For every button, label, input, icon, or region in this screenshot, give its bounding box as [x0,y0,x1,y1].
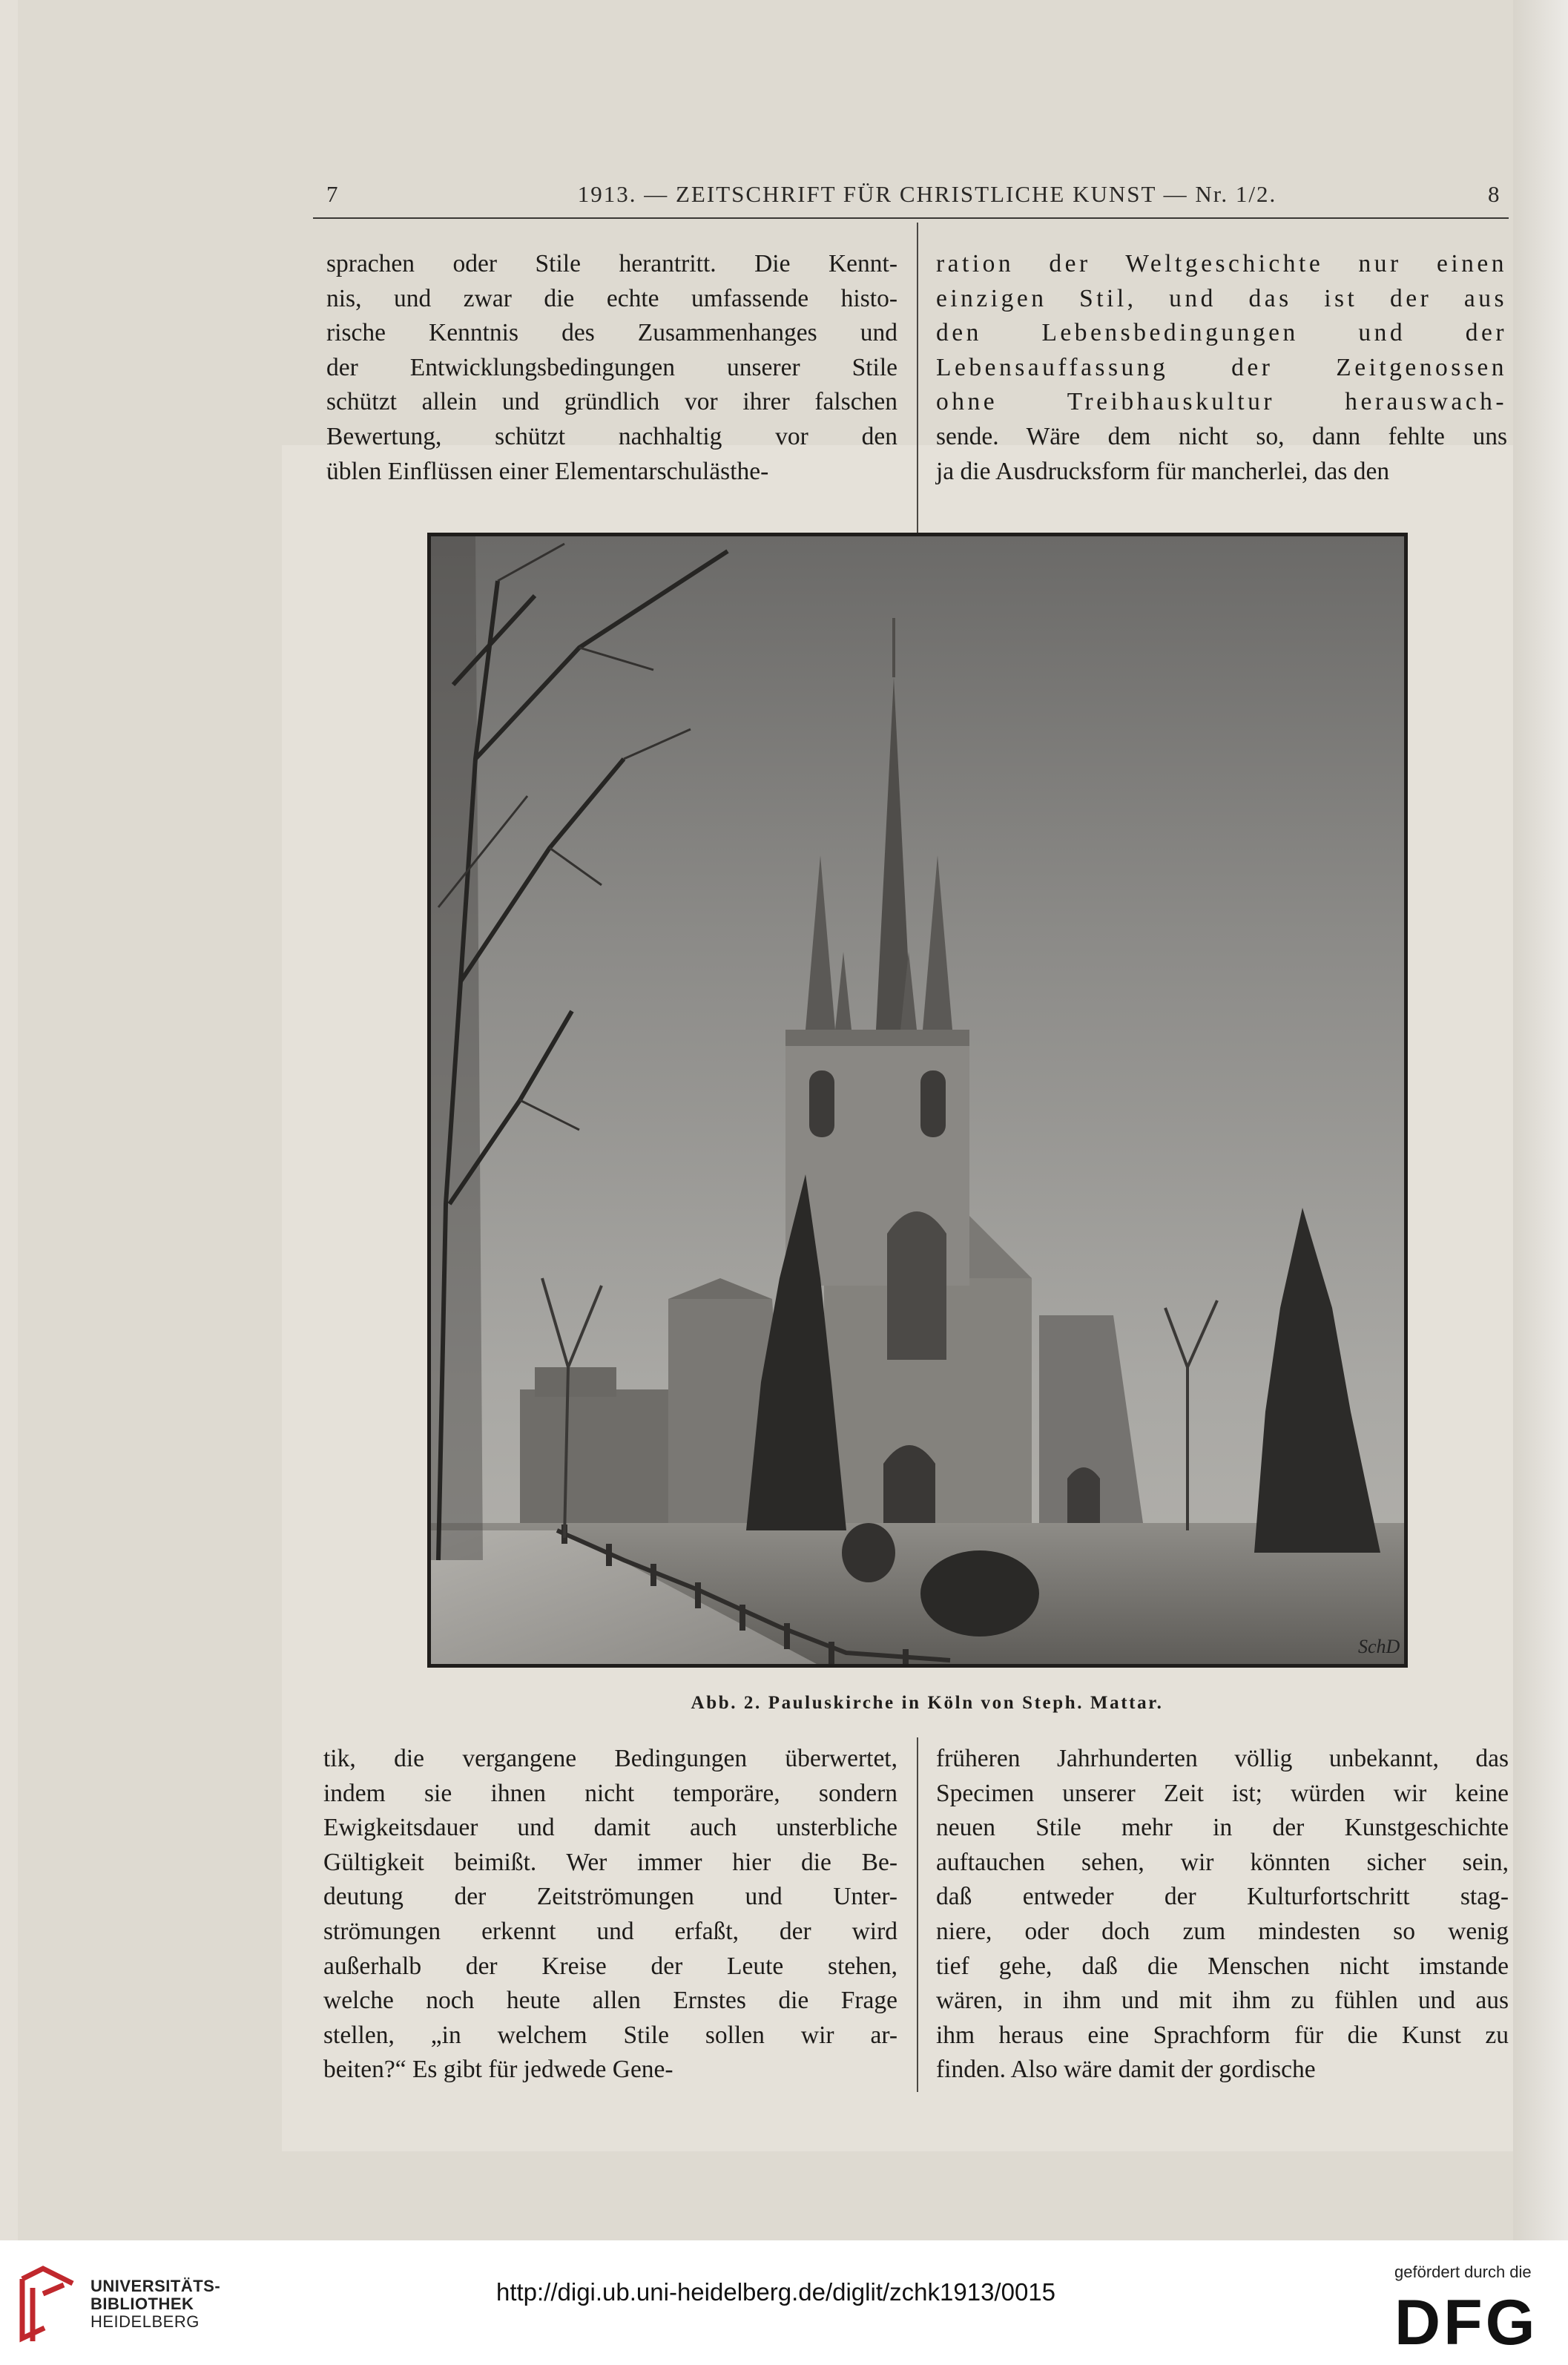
text-line: Ewigkeitsdauer und damit auch unsterbliche [323,1814,897,1842]
library-name-line1: UNIVERSITÄTS- [90,2277,221,2295]
text-line: ja die Ausdrucksform für mancherlei, das den [936,457,1390,485]
library-name-line3: HEIDELBERG [90,2312,200,2331]
text-line: daß entweder der Kulturfortschritt stag- [936,1883,1509,1911]
text-line: schützt allein und gründlich vor ihrer falschen [326,388,897,416]
permalink-url[interactable]: http://digi.ub.uni-heidelberg.de/diglit/zchk1913/0015 [495,2278,1056,2306]
text-line: rische Kenntnis des Zusammenhanges und [326,319,897,347]
top-left-column [326,247,897,489]
text-line: ohne Treibhauskultur herauswach- [936,388,1507,416]
text-line: sprachen oder Stile herantritt. Die Kennt- [326,250,897,277]
text-line: tief gehe, daß die Menschen nicht imstande [936,1952,1509,1980]
funded-by-label: gefördert durch die [1394,2263,1532,2281]
text-line: neuen Stile mehr in der Kunstgeschichte [936,1814,1509,1842]
text-line: einzigen Stil, und das ist der aus [936,284,1507,312]
dfg-logo[interactable]: DFG [1394,2287,1538,2358]
text-line: sende. Wäre dem nicht so, dann fehlte uns [936,422,1507,450]
figure-caption: Abb. 2. Pauluskirche in Köln von Steph. Mattar. [691,1693,1164,1713]
library-name-line2: BIBLIOTHEK [90,2295,194,2313]
text-line: stellen, „in welchem Stile sollen wir ar- [323,2021,897,2049]
top-right-column [936,247,1507,489]
bottom-right-column [936,1742,1509,2088]
text-line: üblen Einflüssen einer Elementarschulästhe- [326,457,769,485]
text-line: niere, oder doch zum mindesten so wenig [936,1917,1509,1945]
text-line: ihm heraus eine Sprachform für die Kunst zu [936,2021,1509,2049]
text-line: strömungen erkennt und erfaßt, der wird [323,1917,897,1945]
binding-edge [1513,0,1568,2240]
left-page-number: 7 [326,181,340,207]
university-library-logo-icon[interactable] [15,2264,77,2347]
bottom-left-column [323,1742,897,2088]
text-line: der Entwicklungsbedingungen unserer Stile [326,353,897,381]
text-line: Gültigkeit beimißt. Wer immer hier die Be- [323,1848,897,1876]
text-line: ration der Weltgeschichte nur einen [936,250,1507,277]
church-photograph-image [431,536,1404,1664]
text-line: Bewertung, schützt nachhaltig vor den [326,422,897,450]
text-line: wären, in ihm und mit ihm zu fühlen und aus [936,1987,1509,2015]
text-line: nis, und zwar die echte umfassende histo- [326,284,897,312]
text-line: tik, die vergangene Bedingungen überwertet, [323,1745,897,1772]
text-line: früheren Jahrhunderten völlig unbekannt, das [936,1745,1509,1772]
header-rule [313,217,1509,219]
text-line: finden. Also wäre damit der gordische [936,2056,1316,2084]
text-line: Lebensauffassung der Zeitgenossen [936,353,1507,381]
text-line: außerhalb der Kreise der Leute stehen, [323,1952,897,1980]
text-line: welche noch heute allen Ernstes die Frage [323,1987,897,2015]
text-line: deutung der Zeitströmungen und Unter- [323,1883,897,1911]
text-line: beiten?“ Es gibt für jedwede Gene- [323,2056,673,2084]
right-page-number: 8 [1488,181,1501,207]
column-rule [917,223,918,534]
column-rule [917,1737,918,2092]
text-line: den Lebensbedingungen und der [936,319,1507,347]
photo-signature: SchD [1358,1636,1400,1657]
text-line: Specimen unserer Zeit ist; würden wir keine [936,1779,1509,1807]
church-photograph [427,533,1408,1668]
text-line: auftauchen sehen, wir könnten sicher sein, [936,1848,1509,1876]
running-header: 1913. — ZEITSCHRIFT FÜR CHRISTLICHE KUNST — Nr. 1/2. [577,181,1277,207]
text-line: indem sie ihnen nicht temporäre, sondern [323,1779,897,1807]
